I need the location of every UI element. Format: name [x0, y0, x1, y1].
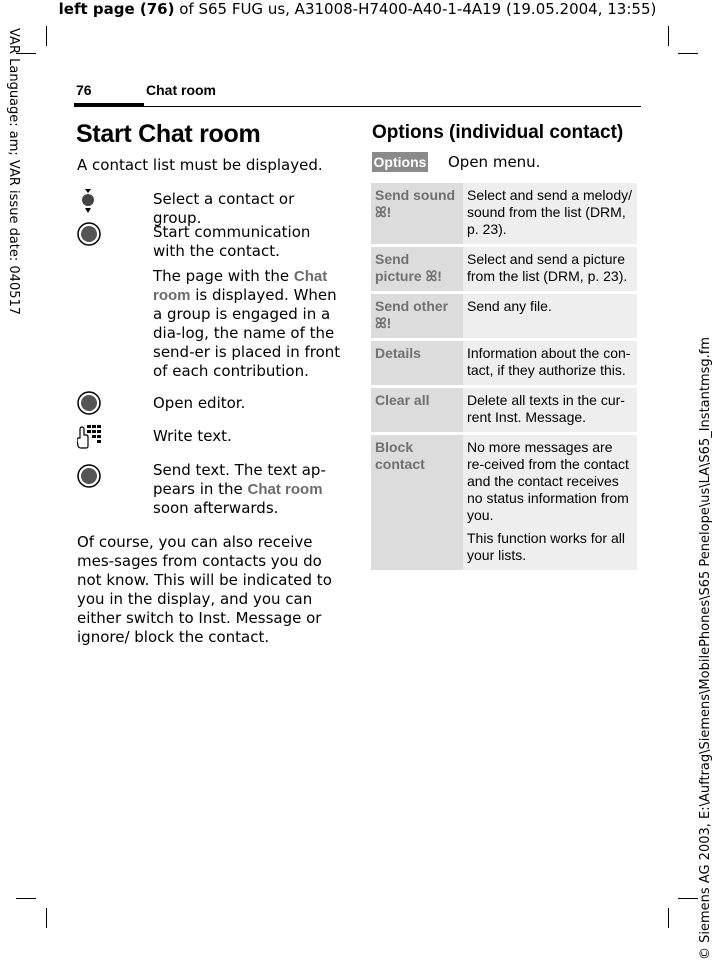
header-bar: [74, 103, 144, 107]
step-extra-post: is displayed. When a group is engaged in a dia-log, the name of the send-er is placed in front of each contribution.: [153, 286, 341, 380]
side-note-right: [698, 336, 713, 960]
step-text-main: Start communication with the contact.: [153, 223, 311, 260]
side-note-left-text: VAR Language: am; VAR issue date: 040517: [6, 28, 21, 316]
options-table: [371, 180, 637, 573]
header-rule: [144, 106, 641, 107]
step-text: Write text.: [153, 427, 232, 445]
table-row: [371, 388, 637, 432]
navigation-key-up-down-icon: [77, 188, 103, 214]
option-key-label: Send sound: [375, 187, 456, 203]
print-meta-bold: left page (76): [58, 0, 175, 18]
drm-icon: ꕤ!: [375, 204, 392, 220]
crop-mark: [668, 26, 669, 46]
option-desc: Select and send a melody/ sound from the list (DRM, p. 23).: [463, 183, 637, 244]
intro-text: A contact list must be displayed.: [77, 156, 323, 174]
step-text: [153, 461, 345, 518]
option-desc: Select and send a picture from the list (DRM, p. 23).: [463, 247, 637, 291]
softkey-description: Open menu.: [448, 153, 541, 171]
step-extra-pre: The page with the: [153, 267, 294, 285]
crop-mark: [668, 908, 669, 928]
step-text-extra: [153, 267, 345, 381]
table-row: [371, 341, 637, 385]
option-desc: Information about the con-tact, if they authorize this.: [463, 341, 637, 385]
step-text: [153, 223, 345, 381]
crop-mark: [678, 898, 698, 899]
option-key: [371, 183, 463, 244]
options-softkey: Options: [373, 154, 427, 170]
option-key: Details: [371, 341, 463, 385]
running-title: Chat room: [146, 82, 216, 98]
ui-term-chat-room: Chat room: [247, 481, 323, 498]
step-text: Select a contact or group.: [153, 190, 295, 227]
step-text: Open editor.: [153, 394, 246, 412]
option-key: Block contact: [371, 435, 463, 570]
center-key-icon: [77, 464, 103, 490]
crop-mark: [46, 26, 47, 46]
option-desc-main: No more messages are re-ceived from the contact and the contact receives no status information from you.: [467, 439, 629, 523]
side-note-left: [6, 28, 20, 328]
section-heading: Start Chat room: [76, 120, 261, 148]
crop-mark: [46, 908, 47, 928]
option-desc: Send any file.: [463, 294, 637, 338]
keypad-icon: [77, 424, 103, 450]
option-desc: Delete all texts in the cur-rent Inst. Message.: [463, 388, 637, 432]
option-key: [371, 247, 463, 291]
option-key-label: Send picture: [375, 251, 422, 284]
print-meta-rest: of S65 FUG us, A31008-H7400-A40-1-4A19 (19.05.2004, 13:55): [174, 0, 657, 18]
table-row: [371, 247, 637, 291]
table-row: [371, 294, 637, 338]
crop-mark: [678, 53, 698, 54]
crop-mark: [16, 898, 36, 899]
option-key-label: Send other: [375, 298, 449, 314]
drm-icon: ꕤ!: [425, 268, 442, 284]
option-desc: [463, 435, 637, 570]
center-key-icon: [77, 222, 103, 248]
ui-term-chat-room: Chat room: [153, 268, 328, 304]
print-meta-line: [0, 0, 715, 18]
closing-paragraph: Of course, you can also receive mes-sages from contacts you do not know. This will be indicated to you in the display, and you can either switch to Inst. Message or ignore/ block the contact.: [77, 533, 332, 646]
center-key-icon: [77, 391, 103, 417]
table-row: [371, 435, 637, 570]
table-row: [371, 183, 637, 244]
steps-list: [77, 188, 347, 528]
option-desc-note: This function works for all your lists.: [467, 530, 625, 563]
side-note-right-text: © Siemens AG 2003, E:\Auftrag\Siemens\MobilePhones\S65 Penelope\us\LA\S65_Instantmsg.fm: [698, 336, 713, 960]
step-send-post: soon afterwards.: [153, 499, 279, 517]
drm-icon: ꕤ!: [375, 315, 392, 331]
step-send-pre: Send text. The text ap-pears in the: [153, 461, 326, 498]
options-heading: Options (individual contact): [372, 122, 624, 143]
page-number: 76: [76, 82, 92, 98]
option-key: [371, 294, 463, 338]
option-key: Clear all: [371, 388, 463, 432]
